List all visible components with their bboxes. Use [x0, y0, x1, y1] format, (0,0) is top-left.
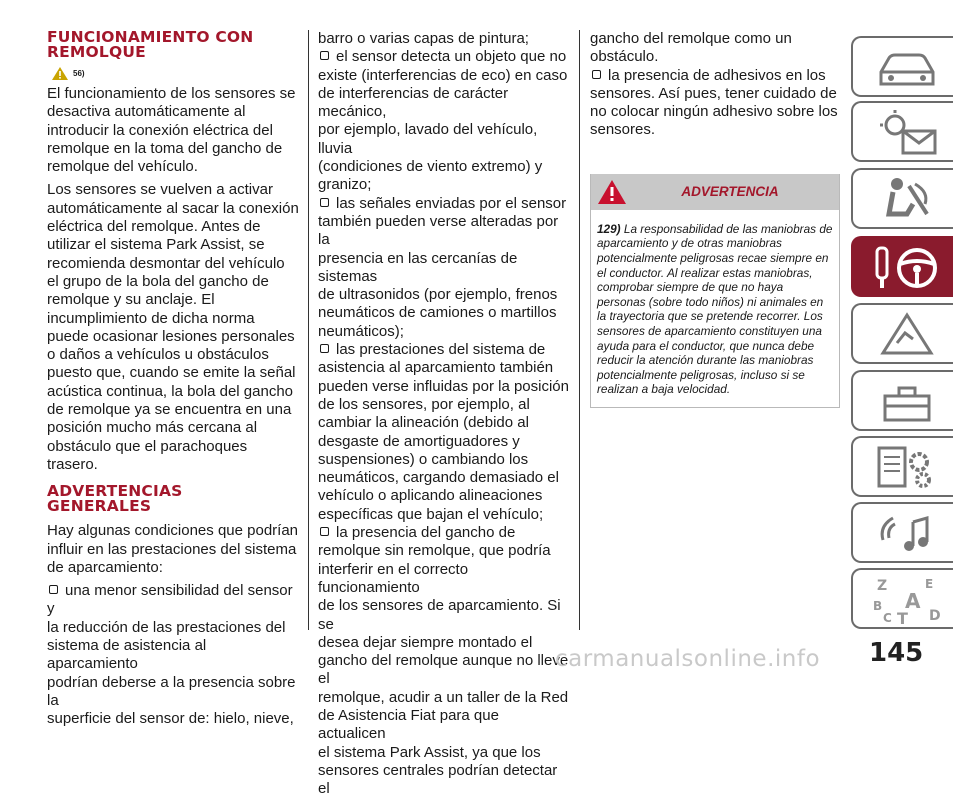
text-line: específicas que bajan el vehículo; [318, 505, 544, 523]
text-line: podrían deberse a la presencia sobre la [47, 673, 296, 709]
warning-triangle-icon [51, 66, 69, 81]
text-line: interferir en el correcto funcionamiento [318, 560, 469, 596]
text-line: neumáticos de camiones o martillos [318, 304, 557, 322]
index-letter: Z [877, 578, 888, 594]
text-line: existe (interferencias de eco) en caso [318, 66, 568, 84]
text-line: desea dejar siempre montado el [318, 633, 533, 651]
text-line: el sistema Park Assist, ya que los [318, 743, 541, 761]
warning-ref-number: 129) [597, 221, 621, 236]
text-line: también pueden verse alteradas por la [318, 212, 559, 249]
heading-line: ADVERTENCIAS [47, 482, 183, 501]
tab-lights-messages[interactable] [851, 101, 953, 162]
text-line: barro o varias capas de pintura; [318, 30, 529, 47]
toolbox-icon [867, 376, 947, 428]
warning-box [590, 174, 840, 408]
heading-line: GENERALES [47, 497, 152, 516]
index-letter: T [897, 609, 908, 626]
lights-message-icon [867, 107, 947, 159]
bullet-square-icon [320, 527, 329, 536]
text-line: remolque, acudir a un taller de la Red [318, 688, 569, 706]
text-line: el sensor detecta un objeto que no [336, 48, 567, 66]
column-divider [579, 30, 580, 630]
text-line: presencia en las cercanías de sistemas [318, 249, 518, 285]
column-divider [308, 30, 309, 630]
text-line: por ejemplo, lavado del vehículo, lluvia [318, 121, 538, 157]
text-line: vehículo o aplicando alineaciones [318, 487, 543, 505]
list-item [318, 195, 570, 341]
list [318, 48, 570, 798]
tab-maintenance[interactable] [851, 370, 953, 431]
text-line: de ultrasonidos (por ejemplo, frenos [318, 286, 558, 304]
alphabet-index-icon [867, 574, 947, 626]
heading-line: FUNCIONAMIENTO CON [47, 28, 254, 46]
text-line: sensores centrales podrían detectar el [318, 761, 558, 798]
index-letter: D [929, 608, 941, 624]
warning-body: La responsabilidad de las maniobras de aparcamiento y de otras maniobras potencialmente peligrosas recae siempre en el conductor. Al realizar estas maniobras, comprobar siempre de que no haya personas (sobre todo niños) ni animales en la trayectoria que se pretende recorrer. Los sensores de aparcamiento constituyen una ayuda para el conductor, que nunca debe reducir la atención durante las maniobras potencialmente peligrosas, incluso si se realizan a baja velocidad. [597, 221, 833, 397]
paragraph: Los sensores se vuelven a activar automáticamente al sacar la conexión eléctrica del remolque. Antes de utilizar el sistema Park Assist, se recomienda desmontar del vehículo el grupo de la bola del gancho de remolque y su anclaje. El incumplimiento de dicha norma puede ocasionar lesiones personales o daños a vehículos u obstáculos puesto que, cuando se emite la señal acústica continua, la bola del gancho de remolque ya se encuentra en una posición mucho más cercana al obstáculo que el parachoques trasero. [47, 181, 299, 473]
gear-list-icon [867, 442, 947, 494]
index-letter: C [883, 611, 892, 625]
tab-starting-driving[interactable] [851, 236, 953, 297]
tab-technical-data[interactable] [851, 436, 953, 497]
text-line: pueden verse influidas por la posición [318, 377, 569, 395]
text-line: neumáticos, cargando demasiado el [318, 469, 559, 487]
text-line: las señales enviadas por el sensor [336, 194, 567, 212]
tab-multimedia[interactable] [851, 502, 953, 563]
bullet-square-icon [320, 344, 329, 353]
paragraph: El funcionamiento de los sensores se desactiva automáticamente al introducir la conexión eléctrica del remolque en la toma del gancho de remolque del vehículo. [47, 85, 296, 176]
tab-emergency[interactable] [851, 303, 953, 364]
bullet-square-icon [49, 585, 58, 594]
list-item [318, 48, 570, 194]
heading-line: REMOLQUE [47, 43, 146, 61]
text-line: la presencia de adhesivos en los [608, 66, 826, 84]
watermark: carmanualsonline.info [555, 646, 821, 672]
text-line: asistencia al aparcamiento también [318, 359, 554, 377]
bullet-square-icon [320, 51, 329, 60]
text-line: superficie del sensor de: hielo, nieve, [47, 710, 294, 728]
text-line: cambiar la alineación (debido al [318, 414, 529, 432]
text-line: de los sensores, por ejemplo, al [318, 395, 530, 413]
warning-header [591, 174, 839, 210]
section-heading-towing [47, 30, 299, 60]
text-line: (condiciones de viento extremo) y [318, 158, 543, 176]
list-item [318, 341, 570, 524]
bullet-square-icon [320, 198, 329, 207]
index-letter: B [873, 599, 883, 613]
note-reference [51, 66, 299, 81]
music-icon [867, 508, 947, 560]
text-line: neumáticos); [318, 322, 404, 340]
text-line: no colocar ningún adhesivo sobre los [590, 103, 838, 121]
column-3 [590, 30, 840, 408]
text-line: gancho del remolque como un [590, 30, 792, 47]
bullet-square-icon [592, 70, 601, 79]
text-line: suspensiones) o cambiando los [318, 450, 529, 468]
tab-car[interactable] [851, 36, 953, 97]
text-line: sistema de asistencia al aparcamiento [47, 637, 207, 673]
key-steering-wheel-icon [867, 242, 947, 294]
paragraph: Hay algunas condiciones que podrían influir en las prestaciones del sistema de aparcamiento: [47, 522, 299, 576]
warning-text [591, 210, 839, 407]
tab-safety[interactable] [851, 168, 953, 229]
warning-triangle-icon [597, 179, 627, 205]
text-line: desgaste de amortiguadores y [318, 432, 520, 450]
warning-title: ADVERTENCIA [681, 184, 779, 200]
text-line: remolque sin remolque, que podría [318, 542, 551, 560]
text-line: obstáculo. [590, 48, 659, 66]
index-letter: A [905, 589, 921, 613]
car-icon [867, 42, 947, 94]
seat-airbag-icon [867, 174, 947, 226]
page-number: 145 [869, 638, 924, 668]
warning-triangle-icon [867, 309, 947, 361]
tab-index[interactable] [851, 568, 953, 629]
list-item [318, 524, 570, 798]
text-line: sensores. [590, 121, 656, 139]
column-2 [318, 30, 570, 798]
column-1 [47, 30, 299, 729]
text-line: de interferencias de carácter mecánico, [318, 84, 509, 121]
list-item [590, 67, 840, 140]
text-line: la reducción de las prestaciones del [47, 618, 286, 636]
text-line: de Asistencia Fiat para que actualicen [318, 706, 499, 743]
section-heading-general-warnings [47, 484, 299, 514]
index-letter: E [925, 577, 934, 591]
text-line: una menor sensibilidad del sensor y [47, 582, 293, 618]
list-item [47, 582, 299, 728]
text-line: las prestaciones del sistema de [336, 341, 546, 359]
continued-text [590, 30, 840, 67]
text-line: granizo; [318, 176, 372, 194]
text-line: sensores. Así pues, tener cuidado de [590, 84, 837, 102]
text-line: la presencia del gancho de [336, 524, 516, 542]
text-line: gancho del remolque aunque no lleve el [318, 652, 569, 688]
note-ref-number: 56) [73, 69, 85, 78]
text-line: de los sensores de aparcamiento. Si se [318, 597, 561, 633]
